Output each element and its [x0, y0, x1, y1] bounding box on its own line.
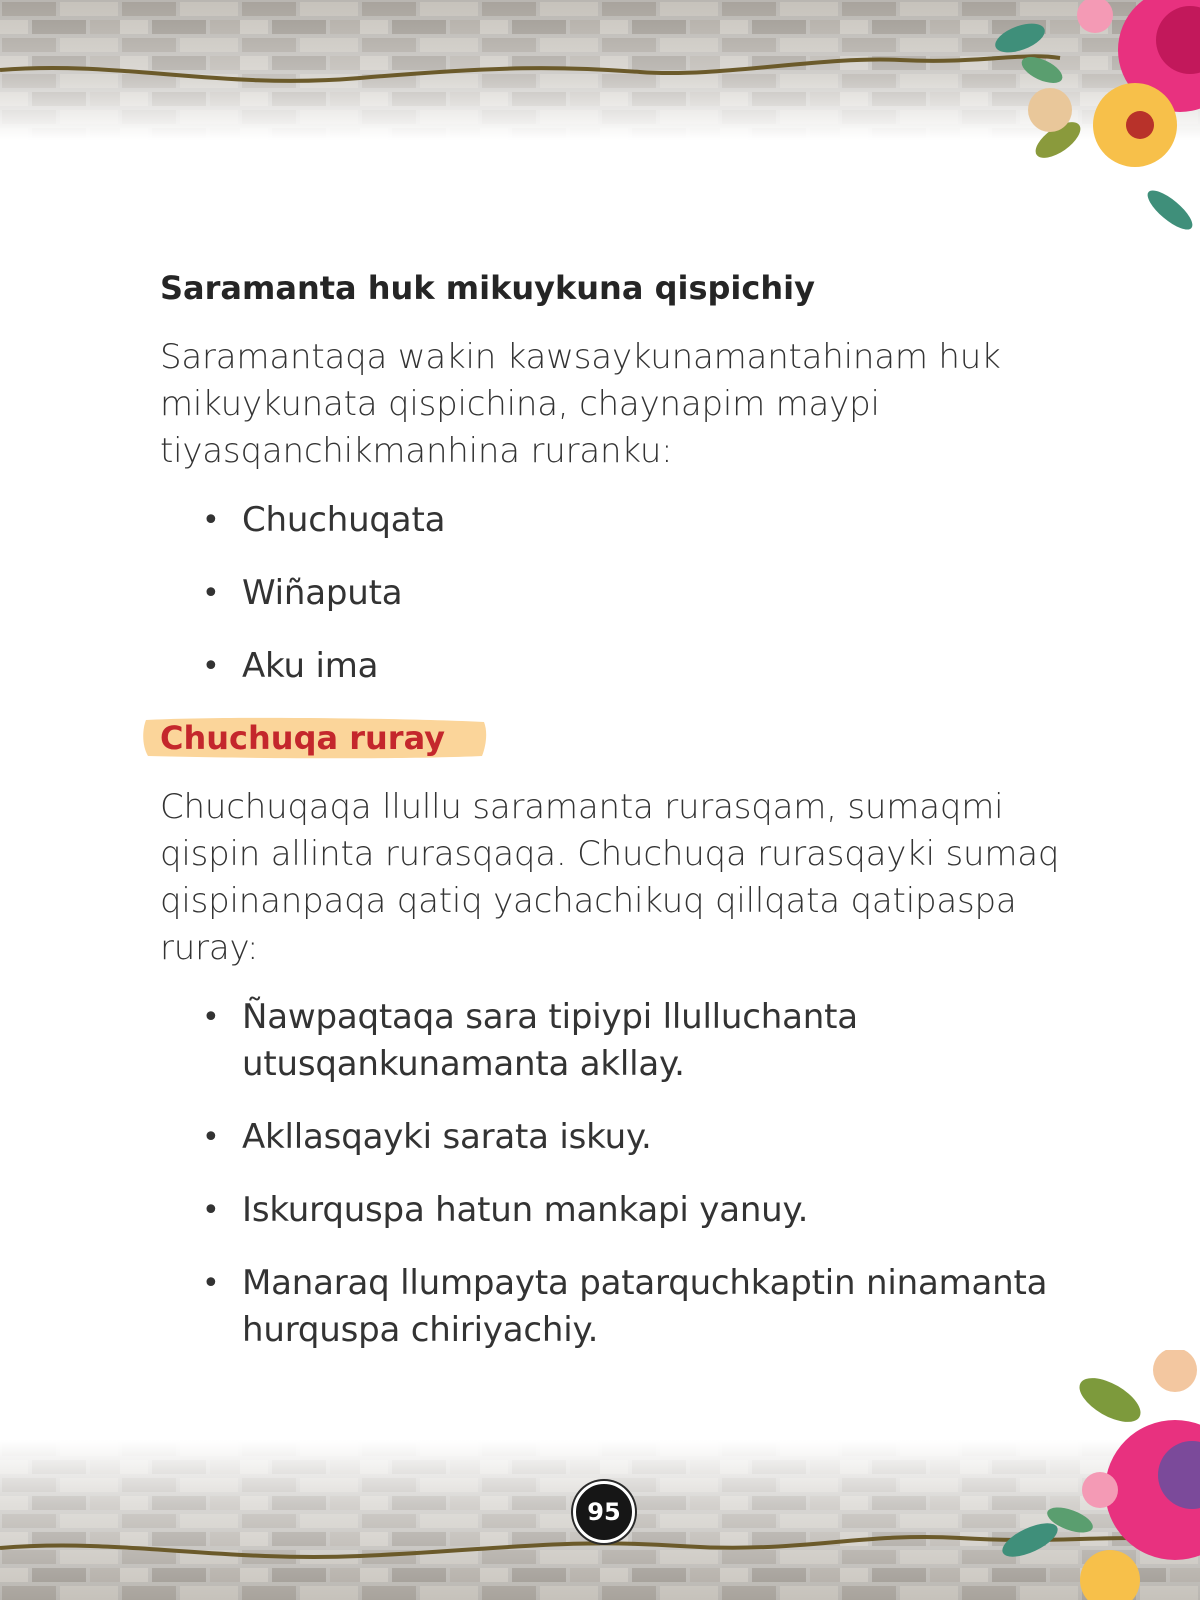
- list-item-text: Chuchuqata: [242, 500, 446, 540]
- list-item-text: Wiñaputa: [242, 573, 403, 613]
- food-list: [160, 497, 1060, 690]
- list-item: [202, 643, 1060, 690]
- list-item-text: Iskurquspa hatun mankapi yanuy.: [242, 1190, 809, 1230]
- page-number-badge: 95: [573, 1481, 635, 1543]
- bullet-icon: •: [202, 1266, 220, 1301]
- list-item: [202, 1114, 1060, 1161]
- list-item-text: Manaraq llumpayta patarquchkaptin ninamanta hurquspa chiriyachiy.: [242, 1263, 1048, 1350]
- bullet-icon: •: [202, 649, 220, 684]
- list-item: [202, 497, 1060, 544]
- bullet-icon: •: [202, 576, 220, 611]
- bullet-icon: •: [202, 1193, 220, 1228]
- bullet-icon: •: [202, 1120, 220, 1155]
- section-heading: Saramanta huk mikuykuna qispichiy: [160, 269, 815, 307]
- list-item: [202, 1260, 1060, 1354]
- list-item: [202, 994, 1060, 1088]
- bullet-icon: •: [202, 503, 220, 538]
- list-item-text: Akllasqayki sarata iskuy.: [242, 1117, 652, 1157]
- instructions-paragraph: Chuchuqaqa llullu saramanta rurasqam, sumaqmi qispin allinta rurasqaqa. Chuchuqa rurasqayki sumaq qispinanpaqa qatiq yachachikuq qillqata qatipaspa ruray:: [160, 787, 1060, 968]
- steps-list: [160, 994, 1060, 1354]
- main-content: [160, 268, 1060, 1380]
- list-item: [202, 570, 1060, 617]
- list-item-text: Ñawpaqtaqa sara tipiypi llulluchanta utusqankunamanta akllay.: [242, 997, 858, 1084]
- subheading: Chuchuqa ruray: [160, 719, 446, 757]
- bullet-icon: •: [202, 1000, 220, 1035]
- flower-corner-bottom-decoration: [960, 1350, 1200, 1600]
- intro-paragraph: Saramantaqa wakin kawsaykunamantahinam huk mikuykunata qispichina, chaynapim maypi tiyasqanchikmanhina ruranku:: [160, 337, 1001, 471]
- list-item: [202, 1187, 1060, 1234]
- subheading-block: [140, 716, 1060, 760]
- list-item-text: Aku ima: [242, 646, 379, 686]
- flower-corner-top-decoration: [980, 0, 1200, 245]
